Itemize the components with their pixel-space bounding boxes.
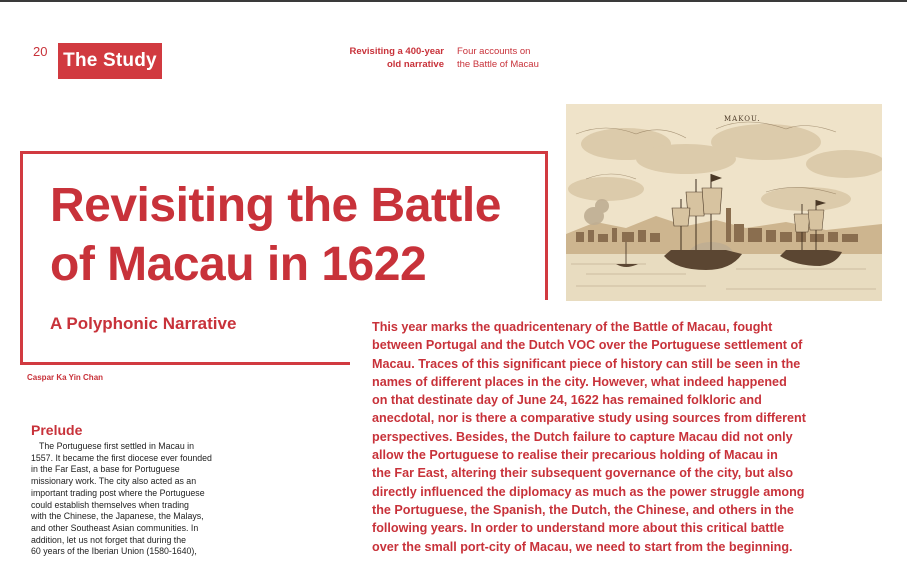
intro-line: over the small port-city of Macau, we need to start from the beginning. xyxy=(372,539,793,554)
intro-line: anecdotal, nor is there a comparative study using sources from different xyxy=(372,411,806,426)
prelude-line: The Portuguese first settled in Macau in xyxy=(39,441,195,451)
intro-line: Macau. Traces of this significant piece of history can still be seen in the xyxy=(372,356,801,371)
prelude-line: with the Chinese, the Japanese, the Malays, xyxy=(31,511,204,522)
prelude-line: addition, let us not forget that during the xyxy=(31,534,187,545)
prelude-line: could establish themselves when trading xyxy=(31,499,189,510)
running-header-line: Four accounts on xyxy=(457,46,531,57)
intro-line: following years. In order to understand more about this critical battle xyxy=(372,521,785,536)
intro-line: This year marks the quadricentenary of the Battle of Macau, fought xyxy=(372,320,773,334)
article-title-line: of Macau in 1622 xyxy=(50,238,427,291)
running-header-accounts xyxy=(457,45,577,71)
running-header-series xyxy=(318,45,444,71)
prelude-line: in the Far East, a base for Portuguese xyxy=(31,464,180,475)
author-byline: Caspar Ka Yin Chan xyxy=(27,373,104,382)
prelude-line: 60 years of the Iberian Union (1580-1640), xyxy=(31,546,197,557)
intro-line: between Portugal and the Dutch VOC over the Portuguese settlement of xyxy=(372,338,803,353)
intro-line: on that destinate day of June 24, 1622 has remained folkloric and xyxy=(372,393,762,408)
running-header-line: Revisiting a 400-year xyxy=(349,46,444,57)
engraving-illustration xyxy=(566,104,882,301)
prelude-line: missionary work. The city also acted as an xyxy=(31,476,197,487)
prelude-line: 1557. It became the first diocese ever founded xyxy=(31,452,212,463)
intro-line: the Far East, altering their subsequent governance of the city, but also xyxy=(372,466,794,481)
article-title-line: Revisiting the Battle xyxy=(50,179,501,232)
prelude-paragraph xyxy=(31,441,227,558)
intro-line: directly influenced the diplomacy as much as the power struggle among xyxy=(372,484,805,499)
engraving-caption: MAKOU. xyxy=(724,115,761,123)
battle-engraving-image xyxy=(566,104,882,301)
prelude-line: important trading post where the Portuguese xyxy=(31,487,205,498)
running-header-line: old narrative xyxy=(386,59,444,70)
section-tag: The Study xyxy=(58,43,162,79)
intro-line: the Portuguese, the Spanish, the Dutch, the Chinese, and others in the xyxy=(372,502,794,517)
running-header-line: the Battle of Macau xyxy=(457,59,539,70)
intro-paragraph xyxy=(372,318,862,556)
article-title xyxy=(50,176,550,294)
page-number: 20 xyxy=(33,44,48,59)
intro-line: allow the Portuguese to realise their precarious holding of Macau in xyxy=(372,448,778,463)
prelude-line: and other Southeast Asian communities. In xyxy=(31,522,199,533)
top-rule xyxy=(0,0,907,2)
intro-line: perspectives. Besides, the Dutch failure to capture Macau did not only xyxy=(372,429,793,444)
prelude-heading: Prelude xyxy=(31,422,83,438)
article-subtitle: A Polyphonic Narrative xyxy=(50,314,237,333)
intro-line: names of different places in the city. However, what indeed happened xyxy=(372,374,787,389)
